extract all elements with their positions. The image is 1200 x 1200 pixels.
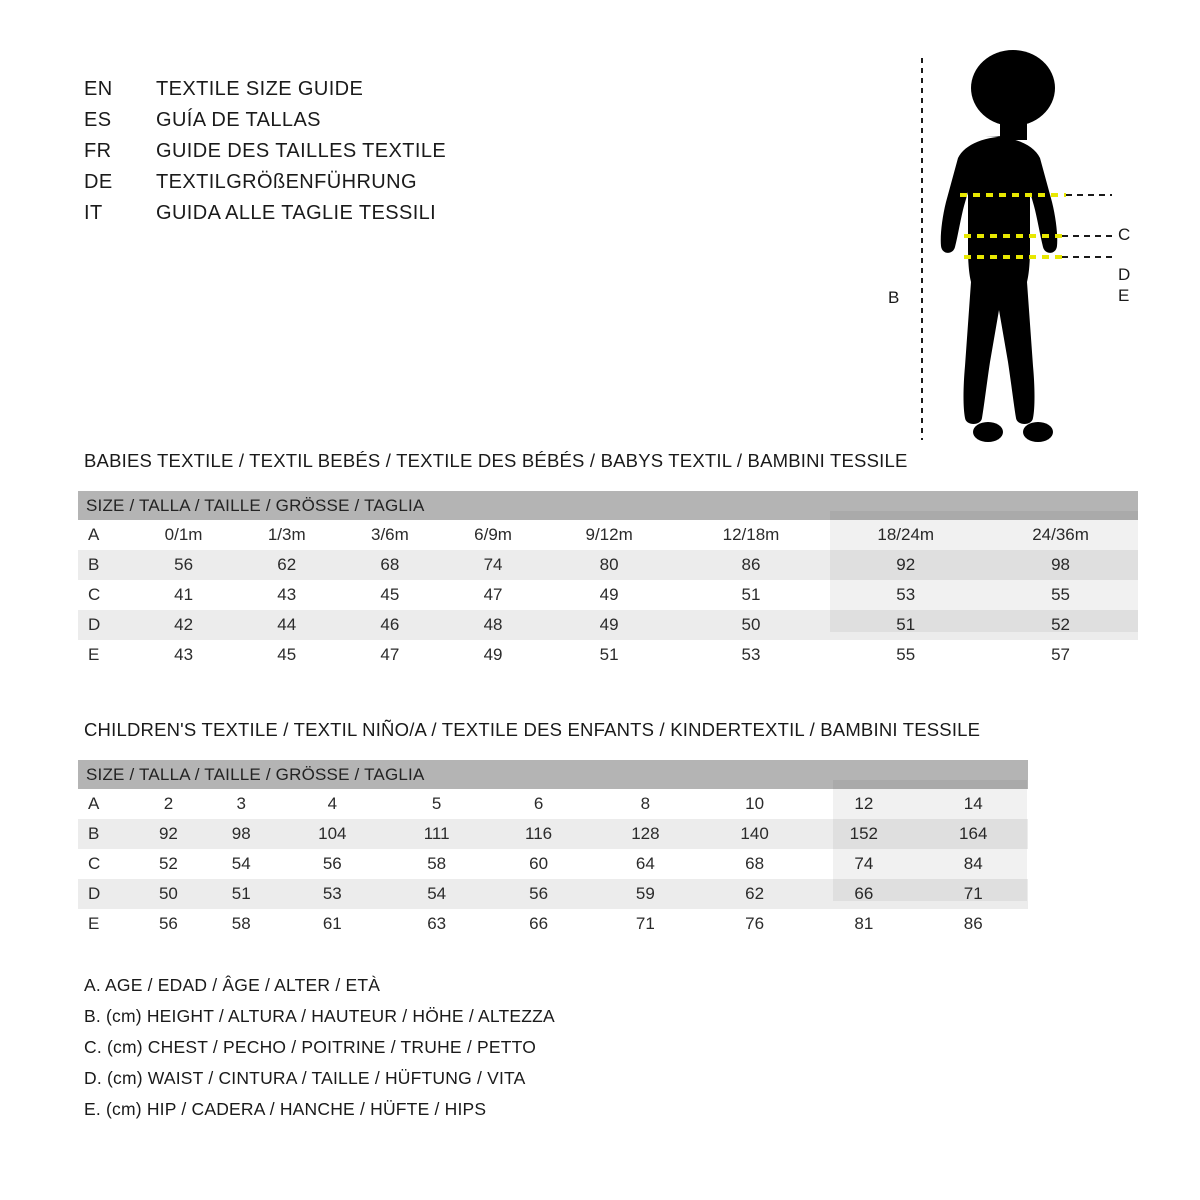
row-label-d: D <box>78 610 132 640</box>
row-label-e: E <box>78 640 132 670</box>
cell: 47 <box>338 640 441 670</box>
cell: 60 <box>486 849 590 879</box>
cell: 56 <box>278 849 387 879</box>
cell: 53 <box>828 580 983 610</box>
title-text-de: TEXTILGRÖßENFÜHRUNG <box>156 171 417 193</box>
table-row <box>78 879 1028 909</box>
cell: 42 <box>132 610 235 640</box>
table-header-row <box>78 491 1138 520</box>
cell: 10 <box>700 789 809 819</box>
cell: 63 <box>387 909 487 939</box>
cell: 45 <box>235 640 338 670</box>
cell: 56 <box>486 879 590 909</box>
cell: 52 <box>132 849 205 879</box>
cell: 53 <box>674 640 829 670</box>
child-silhouette-icon <box>860 40 1160 460</box>
cell: 56 <box>132 550 235 580</box>
title-text-es: GUÍA DE TALLAS <box>156 109 321 131</box>
cell: 116 <box>486 819 590 849</box>
language-code-fr: FR <box>84 140 112 162</box>
cell: 66 <box>809 879 918 909</box>
cell: 48 <box>441 610 544 640</box>
row-label-b: B <box>78 550 132 580</box>
cell: 68 <box>338 550 441 580</box>
title-text-en: TEXTILE SIZE GUIDE <box>156 78 364 100</box>
cell: 128 <box>591 819 700 849</box>
cell: 58 <box>387 849 487 879</box>
cell: 58 <box>205 909 278 939</box>
cell: 46 <box>338 610 441 640</box>
cell: 4 <box>278 789 387 819</box>
cell: 80 <box>545 550 674 580</box>
title-text-it: GUIDA ALLE TAGLIE TESSILI <box>156 202 437 224</box>
cell: 45 <box>338 580 441 610</box>
cell: 86 <box>918 909 1028 939</box>
cell: 76 <box>700 909 809 939</box>
language-code-de: DE <box>84 171 113 193</box>
title-row-es <box>84 109 644 140</box>
row-label-d: D <box>78 879 132 909</box>
table-row <box>78 520 1138 550</box>
cell: 0/1m <box>132 520 235 550</box>
children-section-heading: CHILDREN'S TEXTILE / TEXTIL NIÑO/A / TEXTILE DES ENFANTS / KINDERTEXTIL / BAMBINI TESSILE <box>84 719 981 740</box>
cell: 61 <box>278 909 387 939</box>
figure-label-d: D <box>1118 265 1131 284</box>
children-column-header: SIZE / TALLA / TAILLE / GRÖSSE / TAGLIA <box>78 760 1028 789</box>
cell: 81 <box>809 909 918 939</box>
cell: 49 <box>441 640 544 670</box>
row-label-c: C <box>78 580 132 610</box>
cell: 41 <box>132 580 235 610</box>
cell: 62 <box>235 550 338 580</box>
cell: 98 <box>205 819 278 849</box>
babies-column-header: SIZE / TALLA / TAILLE / GRÖSSE / TAGLIA <box>78 491 1138 520</box>
title-row-fr <box>84 140 644 171</box>
cell: 62 <box>700 879 809 909</box>
cell: 12 <box>809 789 918 819</box>
cell: 71 <box>918 879 1028 909</box>
cell: 8 <box>591 789 700 819</box>
cell: 1/3m <box>235 520 338 550</box>
cell: 92 <box>828 550 983 580</box>
cell: 74 <box>809 849 918 879</box>
title-row-de <box>84 171 644 202</box>
table-row <box>78 909 1028 939</box>
table-row <box>78 580 1138 610</box>
table-row <box>78 610 1138 640</box>
cell: 52 <box>983 610 1138 640</box>
babies-size-table <box>78 491 1138 670</box>
cell: 51 <box>205 879 278 909</box>
table-row <box>78 640 1138 670</box>
figure-label-e: E <box>1118 286 1130 305</box>
cell: 164 <box>918 819 1028 849</box>
cell: 53 <box>278 879 387 909</box>
figure-label-c: C <box>1118 225 1131 244</box>
cell: 14 <box>918 789 1028 819</box>
row-label-a: A <box>78 789 132 819</box>
language-titles <box>84 78 644 233</box>
language-code-es: ES <box>84 109 112 131</box>
legend-item-c: C. (cm) CHEST / PECHO / POITRINE / TRUHE / PETTO <box>84 1037 537 1057</box>
table-row <box>78 550 1138 580</box>
cell: 55 <box>983 580 1138 610</box>
cell: 6 <box>486 789 590 819</box>
measurement-legend <box>84 975 555 1130</box>
cell: 51 <box>828 610 983 640</box>
cell: 56 <box>132 909 205 939</box>
cell: 43 <box>132 640 235 670</box>
legend-item-a: A. AGE / EDAD / ÂGE / ALTER / ETÀ <box>84 975 381 995</box>
title-row-it <box>84 202 644 233</box>
language-code-it: IT <box>84 202 103 224</box>
cell: 140 <box>700 819 809 849</box>
cell: 9/12m <box>545 520 674 550</box>
cell: 59 <box>591 879 700 909</box>
cell: 51 <box>674 580 829 610</box>
cell: 43 <box>235 580 338 610</box>
cell: 5 <box>387 789 487 819</box>
cell: 24/36m <box>983 520 1138 550</box>
language-code-en: EN <box>84 78 113 100</box>
cell: 12/18m <box>674 520 829 550</box>
cell: 3/6m <box>338 520 441 550</box>
measurement-figure <box>860 40 1160 460</box>
cell: 84 <box>918 849 1028 879</box>
cell: 55 <box>828 640 983 670</box>
cell: 152 <box>809 819 918 849</box>
cell: 54 <box>205 849 278 879</box>
table-row <box>78 849 1028 879</box>
cell: 49 <box>545 580 674 610</box>
cell: 86 <box>674 550 829 580</box>
row-label-c: C <box>78 849 132 879</box>
cell: 111 <box>387 819 487 849</box>
cell: 51 <box>545 640 674 670</box>
cell: 2 <box>132 789 205 819</box>
cell: 74 <box>441 550 544 580</box>
cell: 6/9m <box>441 520 544 550</box>
table-header-row <box>78 760 1028 789</box>
cell: 68 <box>700 849 809 879</box>
cell: 50 <box>674 610 829 640</box>
figure-label-b: B <box>888 288 900 307</box>
cell: 71 <box>591 909 700 939</box>
cell: 49 <box>545 610 674 640</box>
cell: 57 <box>983 640 1138 670</box>
cell: 64 <box>591 849 700 879</box>
title-row-en <box>84 78 644 109</box>
cell: 50 <box>132 879 205 909</box>
row-label-e: E <box>78 909 132 939</box>
cell: 18/24m <box>828 520 983 550</box>
cell: 104 <box>278 819 387 849</box>
cell: 92 <box>132 819 205 849</box>
legend-item-e: E. (cm) HIP / CADERA / HANCHE / HÜFTE / HIPS <box>84 1099 487 1119</box>
table-row <box>78 819 1028 849</box>
row-label-a: A <box>78 520 132 550</box>
table-row <box>78 789 1028 819</box>
legend-item-b: B. (cm) HEIGHT / ALTURA / HAUTEUR / HÖHE / ALTEZZA <box>84 1006 555 1026</box>
cell: 3 <box>205 789 278 819</box>
cell: 47 <box>441 580 544 610</box>
title-text-fr: GUIDE DES TAILLES TEXTILE <box>156 140 447 162</box>
cell: 44 <box>235 610 338 640</box>
row-label-b: B <box>78 819 132 849</box>
cell: 98 <box>983 550 1138 580</box>
babies-section-heading: BABIES TEXTILE / TEXTIL BEBÉS / TEXTILE DES BÉBÉS / BABYS TEXTIL / BAMBINI TESSILE <box>84 450 908 471</box>
children-size-table <box>78 760 1028 939</box>
cell: 66 <box>486 909 590 939</box>
legend-item-d: D. (cm) WAIST / CINTURA / TAILLE / HÜFTUNG / VITA <box>84 1068 526 1088</box>
cell: 54 <box>387 879 487 909</box>
